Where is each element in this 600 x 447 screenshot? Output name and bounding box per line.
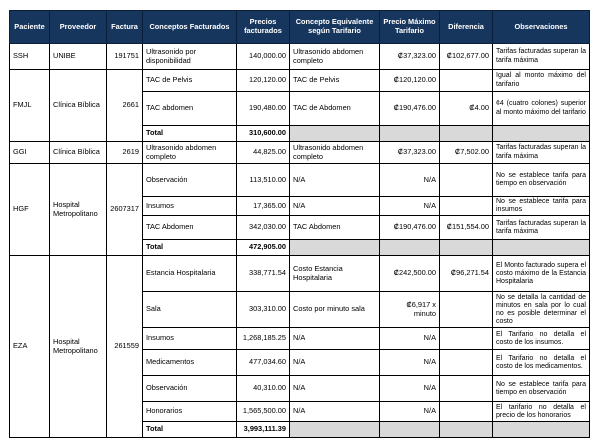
billing-comparison-table: [9, 10, 590, 438]
factura-cell: 261559: [107, 256, 143, 438]
maximo-cell: N/A: [380, 328, 440, 350]
precio-cell: 310,600.00: [237, 126, 290, 142]
equivalente-cell: N/A: [290, 402, 380, 422]
diferencia-cell: ₡4.00: [440, 92, 493, 126]
diferencia-cell: [440, 292, 493, 328]
concepto-cell: Ultrasonido por disponibilidad: [143, 44, 237, 70]
concepto-cell: Total: [143, 126, 237, 142]
equivalente-cell: Ultrasonido abdomen completo: [290, 44, 380, 70]
diferencia-cell: ₡151,554.00: [440, 216, 493, 240]
maximo-cell: N/A: [380, 402, 440, 422]
header-conceptos-facturados: Conceptos Facturados: [143, 11, 237, 44]
maximo-cell: N/A: [380, 197, 440, 216]
proveedor-cell: Clínica Bíblica: [50, 142, 107, 164]
header-observaciones: Observaciones: [493, 11, 590, 44]
proveedor-cell: Clínica Bíblica: [50, 70, 107, 142]
diferencia-cell: ₡96,271.54: [440, 256, 493, 292]
maximo-cell: N/A: [380, 350, 440, 376]
maximo-cell: [380, 422, 440, 438]
precio-cell: 303,310.00: [237, 292, 290, 328]
precio-cell: 1,565,500.00: [237, 402, 290, 422]
maximo-cell: ₡120,120.00: [380, 70, 440, 92]
paciente-cell: GGI: [10, 142, 50, 164]
diferencia-cell: [440, 164, 493, 197]
maximo-cell: ₡37,323.00: [380, 44, 440, 70]
observaciones-cell: Tarifas facturadas superan la tarifa máxima: [493, 44, 590, 70]
precio-cell: 113,510.00: [237, 164, 290, 197]
table-row: [10, 256, 590, 292]
precio-cell: 477,034.60: [237, 350, 290, 376]
maximo-cell: N/A: [380, 376, 440, 402]
equivalente-cell: Costo Estancia Hospitalaria: [290, 256, 380, 292]
equivalente-cell: N/A: [290, 328, 380, 350]
header-factura: Factura: [107, 11, 143, 44]
diferencia-cell: [440, 126, 493, 142]
precio-cell: 342,030.00: [237, 216, 290, 240]
concepto-cell: Ultrasonido abdomen completo: [143, 142, 237, 164]
diferencia-cell: [440, 70, 493, 92]
observaciones-cell: El tarifario no detalla el precio de los honorarios: [493, 402, 590, 422]
maximo-cell: ₡190,476.00: [380, 216, 440, 240]
diferencia-cell: [440, 422, 493, 438]
equivalente-cell: TAC de Pelvis: [290, 70, 380, 92]
header-paciente: Paciente: [10, 11, 50, 44]
paciente-cell: HGF: [10, 164, 50, 256]
header-precios-facturados: Precios facturados: [237, 11, 290, 44]
observaciones-cell: No se establece tarifa para tiempo en observación: [493, 376, 590, 402]
observaciones-cell: No se detalla la cantidad de minutos en sala por lo cual no es posible determinar el costo: [493, 292, 590, 328]
equivalente-cell: TAC Abdomen: [290, 216, 380, 240]
observaciones-cell: El Tarifario no detalla el costo de los medicamentos.: [493, 350, 590, 376]
precio-cell: 17,365.00: [237, 197, 290, 216]
diferencia-cell: [440, 328, 493, 350]
observaciones-cell: Tarifas facturadas superan la tarifa máxima: [493, 216, 590, 240]
proveedor-cell: UNIBE: [50, 44, 107, 70]
observaciones-cell: Tarifas facturadas superan la tarifa máxima: [493, 142, 590, 164]
maximo-cell: [380, 240, 440, 256]
observaciones-cell: No se establece tarifa para tiempo en observación: [493, 164, 590, 197]
equivalente-cell: N/A: [290, 350, 380, 376]
equivalente-cell: [290, 126, 380, 142]
observaciones-cell: [493, 422, 590, 438]
equivalente-cell: N/A: [290, 164, 380, 197]
observaciones-cell: El Tarifario no detalla el costo de los insumos.: [493, 328, 590, 350]
equivalente-cell: [290, 240, 380, 256]
header-proveedor: Proveedor: [50, 11, 107, 44]
equivalente-cell: TAC de Abdomen: [290, 92, 380, 126]
proveedor-cell: Hospital Metropolitano: [50, 256, 107, 438]
table-row: [10, 164, 590, 197]
diferencia-cell: [440, 197, 493, 216]
table-row: [10, 142, 590, 164]
maximo-cell: [380, 126, 440, 142]
precio-cell: 190,480.00: [237, 92, 290, 126]
proveedor-cell: Hospital Metropolitano: [50, 164, 107, 256]
equivalente-cell: N/A: [290, 376, 380, 402]
concepto-cell: Observación: [143, 164, 237, 197]
maximo-cell: ₡37,323.00: [380, 142, 440, 164]
concepto-cell: TAC abdomen: [143, 92, 237, 126]
observaciones-cell: ¢4 (cuatro colones) superior al monto máximo del tarifario: [493, 92, 590, 126]
maximo-cell: N/A: [380, 164, 440, 197]
precio-cell: 120,120.00: [237, 70, 290, 92]
diferencia-cell: [440, 376, 493, 402]
document-page: [9, 10, 589, 438]
table-body: [10, 44, 590, 438]
maximo-cell: ₡190,476.00: [380, 92, 440, 126]
concepto-cell: TAC de Pelvis: [143, 70, 237, 92]
precio-cell: 1,268,185.25: [237, 328, 290, 350]
equivalente-cell: Costo por minuto sala: [290, 292, 380, 328]
factura-cell: 2607317: [107, 164, 143, 256]
factura-cell: 2619: [107, 142, 143, 164]
table-row: [10, 70, 590, 92]
diferencia-cell: [440, 350, 493, 376]
concepto-cell: Observación: [143, 376, 237, 402]
precio-cell: 472,905.00: [237, 240, 290, 256]
header-concepto-equivalente: Concepto Equivalente según Tarifario: [290, 11, 380, 44]
paciente-cell: FMJL: [10, 70, 50, 142]
paciente-cell: SSH: [10, 44, 50, 70]
maximo-cell: ₡242,500.00: [380, 256, 440, 292]
concepto-cell: Medicamentos: [143, 350, 237, 376]
equivalente-cell: [290, 422, 380, 438]
diferencia-cell: ₡7,502.00: [440, 142, 493, 164]
concepto-cell: Insumos: [143, 197, 237, 216]
header-precio-maximo: Precio Máximo Tarifario: [380, 11, 440, 44]
diferencia-cell: [440, 240, 493, 256]
concepto-cell: TAC Abdomen: [143, 216, 237, 240]
observaciones-cell: Igual al monto máximo del tarifario: [493, 70, 590, 92]
maximo-cell: ₡6,917 x minuto: [380, 292, 440, 328]
observaciones-cell: El Monto facturado supera el costo máximo de la Estancia Hospitalaria: [493, 256, 590, 292]
paciente-cell: EZA: [10, 256, 50, 438]
equivalente-cell: Ultrasonido abdomen completo: [290, 142, 380, 164]
table-header-row: [10, 11, 590, 44]
diferencia-cell: ₡102,677.00: [440, 44, 493, 70]
factura-cell: 191751: [107, 44, 143, 70]
header-diferencia: Diferencia: [440, 11, 493, 44]
concepto-cell: Insumos: [143, 328, 237, 350]
concepto-cell: Honorarios: [143, 402, 237, 422]
precio-cell: 338,771.54: [237, 256, 290, 292]
precio-cell: 140,000.00: [237, 44, 290, 70]
concepto-cell: Sala: [143, 292, 237, 328]
precio-cell: 3,993,111.39: [237, 422, 290, 438]
diferencia-cell: [440, 402, 493, 422]
concepto-cell: Total: [143, 422, 237, 438]
concepto-cell: Total: [143, 240, 237, 256]
observaciones-cell: No se establece tarifa para insumos: [493, 197, 590, 216]
concepto-cell: Estancia Hospitalaria: [143, 256, 237, 292]
precio-cell: 44,825.00: [237, 142, 290, 164]
equivalente-cell: N/A: [290, 197, 380, 216]
observaciones-cell: [493, 126, 590, 142]
table-row: [10, 44, 590, 70]
factura-cell: 2661: [107, 70, 143, 142]
observaciones-cell: [493, 240, 590, 256]
precio-cell: 40,310.00: [237, 376, 290, 402]
